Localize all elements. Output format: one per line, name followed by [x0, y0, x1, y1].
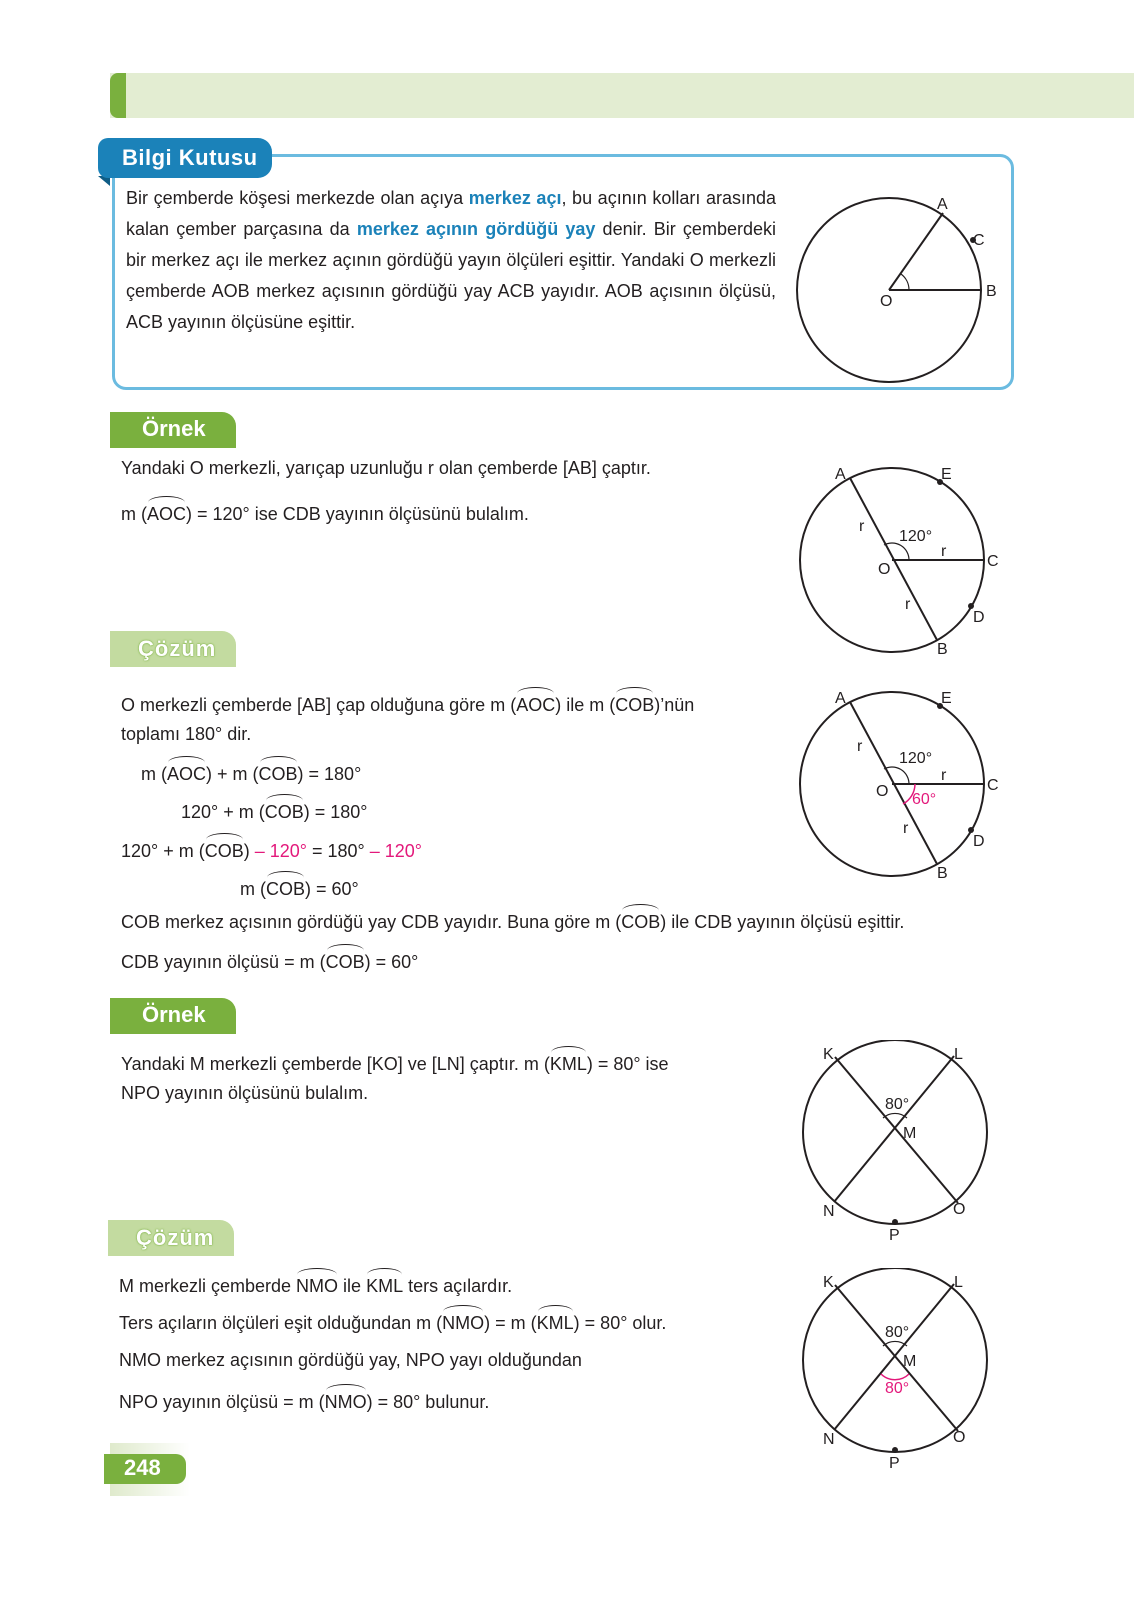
label-B: B — [937, 641, 948, 658]
label-L: L — [954, 1046, 963, 1063]
example1-tab — [110, 412, 236, 448]
label-angle-80: 80° — [885, 1324, 910, 1341]
header-accent — [110, 73, 126, 118]
example2-figure — [795, 1040, 1025, 1245]
label-A: A — [835, 690, 846, 707]
label-N: N — [823, 1431, 835, 1448]
solution1-eq1: m (AOC) + m (COB) = 180° — [141, 764, 362, 784]
solution1-eq2: 120° + m (COB) = 180° — [181, 802, 368, 822]
label-K: K — [823, 1274, 834, 1291]
label-angle-120: 120° — [899, 750, 933, 767]
header-bar — [110, 73, 1134, 118]
example1-line1: Yandaki O merkezli, yarıçap uzunluğu r olan çemberde [AB] çaptır. — [121, 458, 651, 478]
label-M: M — [903, 1353, 917, 1370]
solution2-tab-label: Çözüm — [136, 1225, 215, 1250]
term-intercepted-arc: merkez açının gördüğü yay — [356, 219, 596, 239]
label-P: P — [889, 1227, 900, 1244]
solution2-line2: Ters açıların ölçüleri eşit olduğundan m (NMO) = m (KML) = 80° olur. — [119, 1313, 667, 1333]
label-P: P — [889, 1455, 900, 1472]
info-text-2: , bu açının kolları arasında kalan çember parçasına da — [126, 188, 776, 239]
label-angle-80: 80° — [885, 1096, 910, 1113]
label-O: O — [880, 293, 893, 310]
label-E: E — [941, 690, 952, 707]
label-O: O — [953, 1201, 966, 1218]
label-L: L — [954, 1274, 963, 1291]
label-D: D — [973, 609, 985, 626]
label-r3: r — [905, 596, 911, 613]
label-C: C — [987, 777, 999, 794]
example2-line2: NPO yayının ölçüsünü bulalım. — [121, 1083, 369, 1103]
label-angle-80-opposite: 80° — [885, 1380, 910, 1397]
label-angle-60: 60° — [912, 791, 937, 808]
solution1-tab — [110, 631, 236, 667]
label-r2: r — [941, 767, 947, 784]
arc-AOC: AOC — [147, 504, 187, 524]
label-O: O — [876, 783, 889, 800]
solution2-tab — [108, 1220, 234, 1256]
page-number-badge — [104, 1454, 186, 1484]
label-K: K — [823, 1046, 834, 1063]
example2-line1: Yandaki M merkezli çemberde [KO] ve [LN] çaptır. m (KML) = 80° ise — [121, 1054, 669, 1074]
label-r2: r — [941, 543, 947, 560]
label-N: N — [823, 1203, 835, 1220]
term-central-angle: merkez açı — [468, 188, 562, 208]
info-text-3: denir. Bir çemberdeki bir merkez açı ile merkez açının gördüğü yayın ölçüleri eşittir. Yandaki O merkezli çemberde AOB merkez açısının gördüğü yay ACB yayıdır. AOB açısının ölçüsü, ACB yayının ölçüsüne eşittir. — [126, 219, 776, 332]
solution1-figure — [795, 684, 1025, 884]
solution2-figure — [795, 1268, 1025, 1473]
info-text-1: Bir çemberde köşesi merkezde olan açıya — [126, 188, 469, 208]
label-M: M — [903, 1125, 917, 1142]
example2-tab — [110, 998, 236, 1034]
info-box-title: Bilgi Kutusu — [122, 145, 258, 170]
page-number: 248 — [124, 1455, 161, 1480]
solution1-eq4: m (COB) = 60° — [240, 879, 359, 899]
label-O: O — [878, 561, 891, 578]
label-C: C — [973, 232, 985, 249]
label-O: O — [953, 1429, 966, 1446]
label-r1: r — [859, 518, 865, 535]
example1-figure — [795, 460, 1025, 660]
label-A: A — [937, 196, 948, 213]
solution1-line4: CDB yayının ölçüsü = m (COB) = 60° — [121, 952, 419, 972]
label-B: B — [937, 865, 948, 882]
label-D: D — [973, 833, 985, 850]
label-E: E — [941, 466, 952, 483]
solution1-tab-label: Çözüm — [138, 636, 217, 661]
solution1-eq3: 120° + m (COB) – 120° = 180° – 120° — [121, 841, 422, 861]
label-angle-120: 120° — [899, 528, 933, 545]
label-A: A — [835, 466, 846, 483]
solution2-line3: NMO merkez açısının gördüğü yay, NPO yayı olduğundan — [119, 1350, 582, 1370]
label-B: B — [986, 283, 997, 300]
label-r3: r — [903, 820, 909, 837]
solution1-line3: COB merkez açısının gördüğü yay CDB yayıdır. Buna göre m (COB) ile CDB yayının ölçüsü eşittir. — [121, 912, 905, 932]
info-figure — [795, 190, 1025, 385]
label-r1: r — [857, 738, 863, 755]
example1-line2: m (AOC) = 120° ise CDB yayının ölçüsünü bulalım. — [121, 504, 529, 524]
solution2-line4: NPO yayının ölçüsü = m (NMO) = 80° bulunur. — [119, 1392, 490, 1412]
solution1-line2: toplamı 180° dir. — [121, 724, 252, 744]
example2-tab-label: Örnek — [142, 1002, 206, 1027]
solution2-line1: M merkezli çemberde NMO ile KML ters açılardır. — [119, 1276, 513, 1296]
label-C: C — [987, 553, 999, 570]
example1-tab-label: Örnek — [142, 416, 206, 441]
info-box-text — [126, 183, 776, 338]
solution1-line1: O merkezli çemberde [AB] çap olduğuna göre m (AOC) ile m (COB)’nün — [121, 695, 695, 715]
